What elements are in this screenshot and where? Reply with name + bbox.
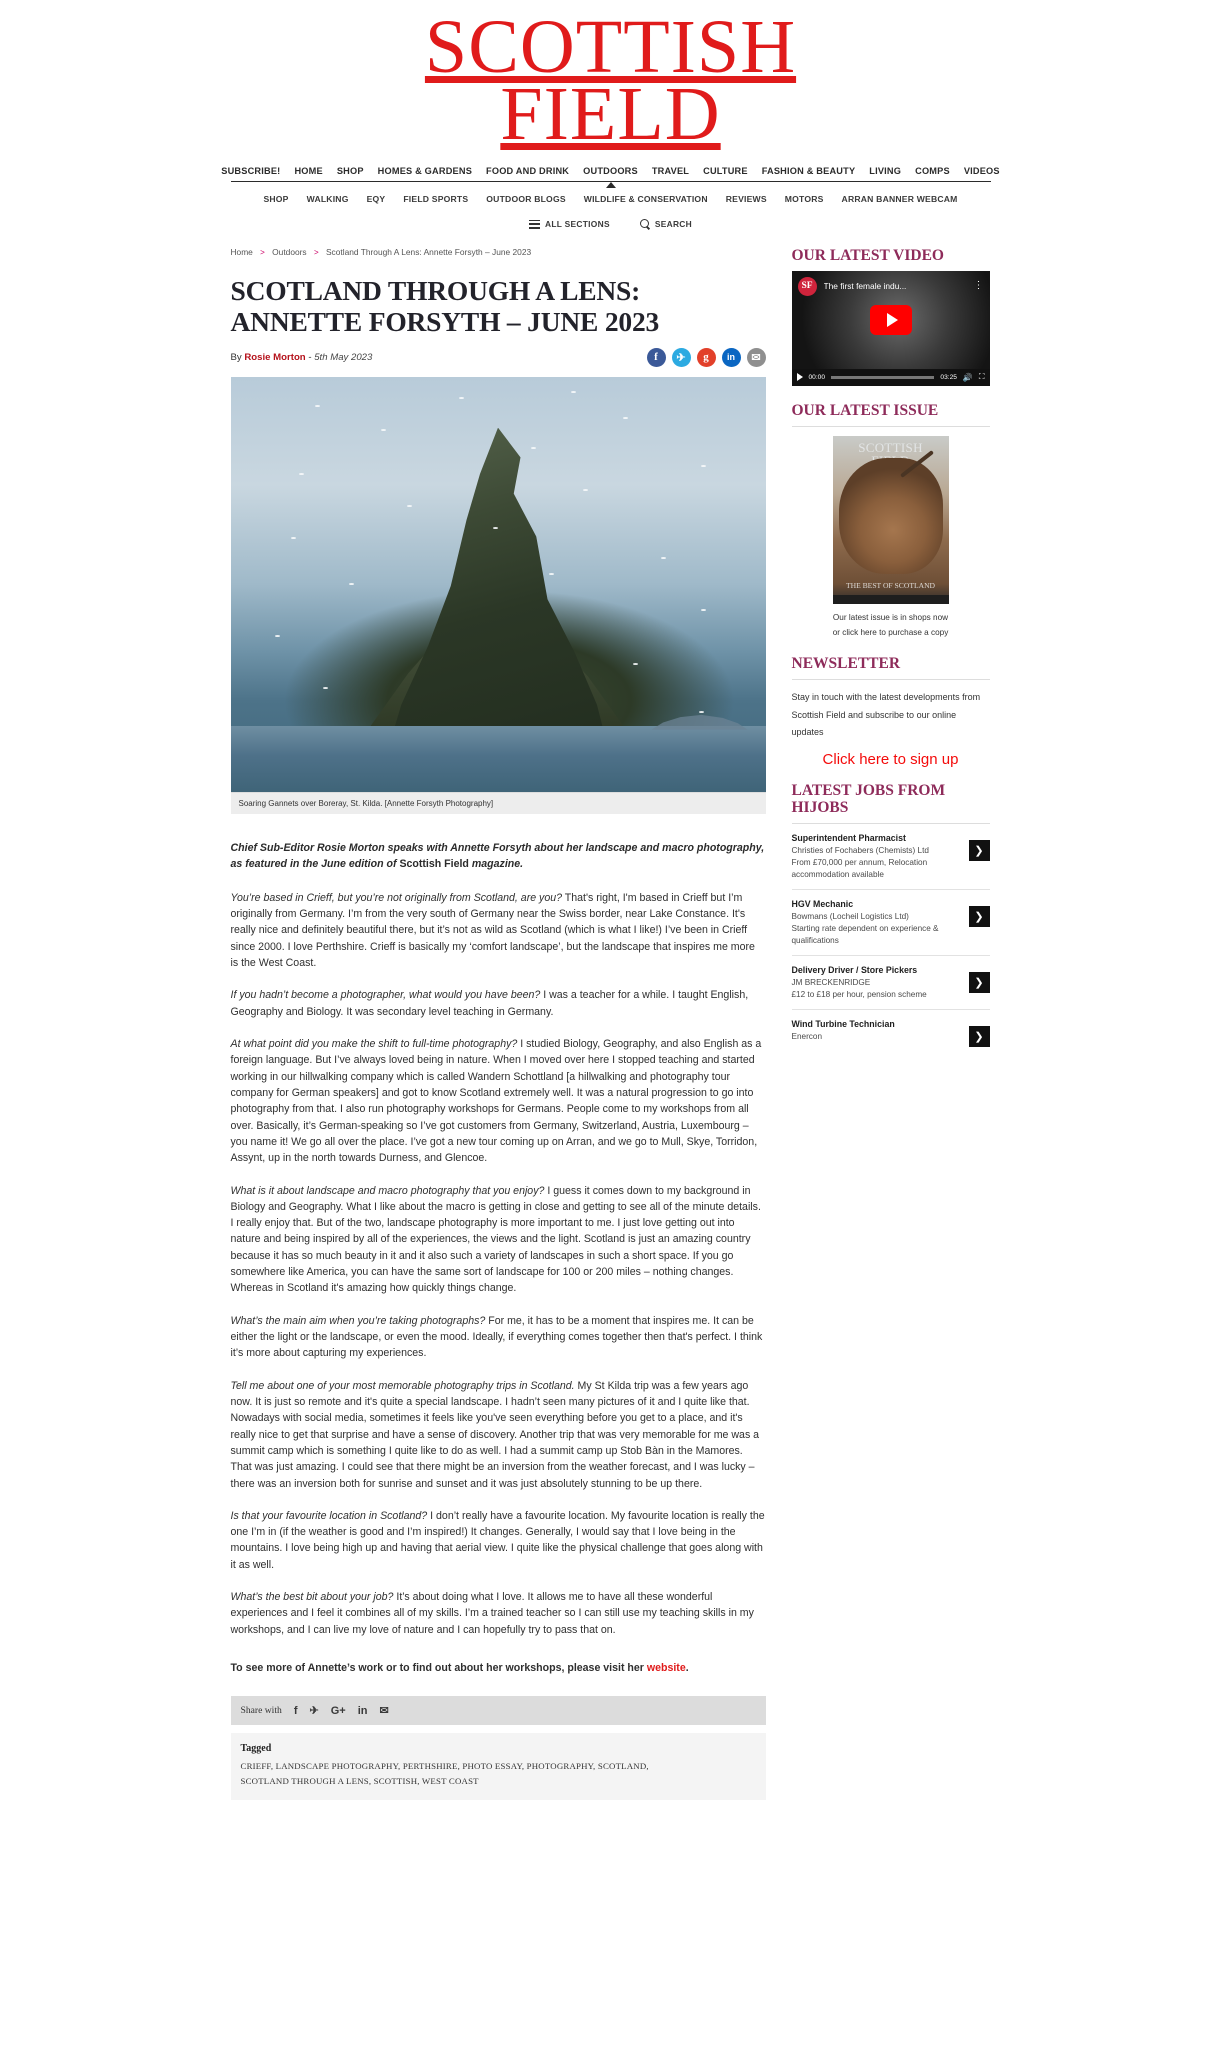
facebook-share-icon[interactable]: f <box>647 348 666 367</box>
latest-issue-cover[interactable] <box>833 436 949 604</box>
channel-avatar[interactable]: SF <box>798 277 817 296</box>
interview-question: Tell me about one of your most memorable photography trips in Scotland. <box>230 1379 575 1392</box>
sidebar <box>792 247 990 1057</box>
annette-website-link[interactable]: website <box>646 1662 686 1675</box>
byline-author[interactable]: Rosie Morton <box>244 351 306 363</box>
job-text <box>792 1019 961 1043</box>
hero-caption: Soaring Gannets over Boreray, St. Kilda. [Annette Forsyth Photography] <box>231 792 766 814</box>
content-area <box>231 247 991 1801</box>
job-arrow-icon[interactable]: ❯ <box>969 1026 990 1047</box>
secondary-nav <box>231 194 991 204</box>
facebook-icon[interactable]: f <box>293 1704 298 1717</box>
tag-list-line-1[interactable]: CRIEFF, LANDSCAPE PHOTOGRAPHY, PERTHSHIRE, PHOTO ESSAY, PHOTOGRAPHY, SCOTLAND, <box>240 1761 649 1772</box>
video-progress-scrubber[interactable] <box>831 376 934 379</box>
twitter-icon[interactable]: ✈ <box>309 1705 319 1718</box>
subnav-item-walking[interactable]: WALKING <box>306 193 349 204</box>
article-paragraph <box>231 890 766 972</box>
breadcrumb-home[interactable]: Home <box>230 246 253 257</box>
latest-issue-caption-1: Our latest issue is in shops now <box>832 613 949 623</box>
subnav-item-field-sports[interactable]: FIELD SPORTS <box>403 193 469 204</box>
site-masthead <box>0 0 1221 156</box>
breadcrumb-separator-2: > <box>313 247 319 257</box>
article-share-icons <box>647 348 766 367</box>
nav-item-videos[interactable]: VIDEOS <box>963 165 1000 176</box>
subnav-item-reviews[interactable]: REVIEWS <box>725 193 767 204</box>
subnav-item-outdoor-blogs[interactable]: OUTDOOR BLOGS <box>486 193 566 204</box>
subnav-item-shop[interactable]: SHOP <box>263 193 289 204</box>
newsletter-heading: NEWSLETTER <box>791 654 901 672</box>
nav-item-living[interactable]: LIVING <box>869 165 902 176</box>
interview-question: At what point did you make the shift to full-time photography? <box>230 1038 518 1051</box>
tagged-heading: Tagged <box>240 1743 272 1755</box>
latest-video-heading: OUR LATEST VIDEO <box>791 246 944 264</box>
latest-issue-heading: OUR LATEST ISSUE <box>791 401 939 419</box>
article-paragraph <box>231 1036 766 1167</box>
job-company: JM BRECKENRIDGE <box>791 978 871 988</box>
job-company: Bowmans (Locheil Logistics Ltd) <box>791 912 909 922</box>
job-company: Enercon <box>791 1032 822 1042</box>
job-company: Christies of Fochabers (Chemists) Ltd <box>791 846 929 856</box>
job-text <box>792 899 961 946</box>
byline-date: 5th May 2023 <box>314 351 373 363</box>
subnav-item-motors[interactable]: MOTORS <box>784 193 824 204</box>
fullscreen-icon[interactable]: ⛶ <box>978 372 985 382</box>
latest-issue-caption-2[interactable]: or click here to purchase a copy <box>832 628 949 638</box>
article-paragraph <box>231 1589 766 1638</box>
active-section-caret-icon <box>606 182 616 188</box>
breadcrumb-separator-1: > <box>260 247 265 257</box>
nav-item-food-and-drink[interactable]: FOOD AND DRINK <box>486 165 570 176</box>
article-paragraph <box>231 987 766 1020</box>
interview-question: Is that your favourite location in Scotland? <box>230 1509 428 1522</box>
search-button[interactable] <box>640 219 692 229</box>
latest-issue-divider <box>792 426 990 427</box>
email-icon[interactable]: ✉ <box>379 1705 389 1718</box>
newsletter-divider <box>792 679 990 680</box>
tag-list-line-2[interactable]: SCOTLAND THROUGH A LENS, SCOTTISH, WEST COAST <box>240 1775 479 1786</box>
video-overlay-top <box>798 277 984 296</box>
job-arrow-icon[interactable]: ❯ <box>969 906 990 927</box>
job-title: Superintendent Pharmacist <box>791 833 906 844</box>
utility-nav <box>231 218 991 231</box>
nav-item-fashion-beauty[interactable]: FASHION & BEAUTY <box>761 165 856 176</box>
hero-image <box>231 377 766 792</box>
article-closing-note <box>231 1660 766 1676</box>
hero-distant-island-shape <box>652 714 748 730</box>
video-current-time: 00:00 <box>808 373 826 381</box>
nav-item-subscribe[interactable]: SUBSCRIBE! <box>221 165 281 176</box>
nav-item-homes-gardens[interactable]: HOMES & GARDENS <box>377 165 473 176</box>
breadcrumb-outdoors[interactable]: Outdoors <box>272 246 307 257</box>
nav-item-outdoors[interactable]: OUTDOORS <box>583 165 638 176</box>
interview-answer: I guess it comes down to my background in Biology and Geography. What I like about the macro is getting in close and getting to see all of the minute details. I really enjoy that. But of the two, landscape photography is more important to me. I just love getting out into nature and being inspired by all of the experiences, the views and the light. Scotland is just an amazing country because it has so much beauty in it and it also such a variety of landscapes in such a short space. If you go somewhere like America, you can have the same sort of landscape for 100 or 200 miles – nothing changes. Whereas in Scotland it's amazing how quickly things change. <box>230 1184 761 1295</box>
job-text <box>792 833 961 880</box>
article-paragraph <box>231 1378 766 1492</box>
job-text <box>792 965 961 1000</box>
site-logo[interactable] <box>0 5 1221 156</box>
job-arrow-icon[interactable]: ❯ <box>969 972 990 993</box>
twitter-share-icon[interactable]: ✈ <box>672 348 691 367</box>
interview-question: What is it about landscape and macro photography that you enjoy? <box>230 1184 545 1197</box>
standfirst-magazine-name: Scottish Field <box>399 857 469 870</box>
job-listing-item[interactable] <box>792 890 990 956</box>
hero-sea-shape <box>231 726 766 792</box>
interview-answer: I don’t really have a favourite location. My favourite location is really the one I’m in (if the weather is good and I’m inspired!) It changes. Generally, I would say that I love being in the mountains. I love being high up and having that aerial view. I quite like the physical challenge that goes along with it as well. <box>230 1509 765 1571</box>
interview-answer: I studied Biology, Geography, and also English as a foreign language. But I’ve always loved being in nature. When I moved over here I stopped teaching and started working in our hillwalking company which is called Wandern Schottland [a hillwalking and photography tour company for German speakers] and got to know Scotland extremely well. It was a natural progression to go into photography from that. I also run photography workshops for Germans. People come to my workshops from all over. Basically, it’s German-speaking so I’ve got customers from Germany, Switzerland, Austria, Luxembourg – you name it! We go all over the place. I’ve got a new tour coming up on Arran, and we go to Mull, Skye, Torridon, Assynt, up in the north towards Durness, and Glencoe. <box>230 1038 762 1165</box>
article-paragraph <box>231 1313 766 1362</box>
job-arrow-icon[interactable]: ❯ <box>969 840 990 861</box>
byline-prefix: By <box>230 351 242 363</box>
googleplus-icon[interactable]: G+ <box>330 1704 346 1717</box>
youtube-play-button-icon[interactable] <box>870 305 912 335</box>
job-listing-item[interactable] <box>792 956 990 1010</box>
interview-answer: My St Kilda trip was a few years ago now. It is just so remote and it's quite a special landscape. I hadn’t seen many pictures of it and I quite like that. Nowadays with social media, sometimes it feels like you've seen everything before you get to a place, and it's really nice to get that surprise and have a sense of discovery. Another trip that was very memorable for me was a summit camp which is something I quite like to do as well. I had a summit camp up Stob Bàn in the Mamores. That was just amazing. I could see that there might be an inversion from the weather forecast, and I was lucky – there was an inversion both for sunrise and sunset and it was just absolutely stunning to be up there. <box>230 1379 760 1490</box>
interview-answer: For me, it has to be a moment that inspires me. It can be either the light or the landscape, or even the mood. Ideally, if everything comes together then that's perfect. I think it’s more about capturing my experiences. <box>230 1314 763 1360</box>
interview-question: If you hadn’t become a photographer, what would you have been? <box>230 989 541 1002</box>
video-title[interactable]: The first female indu... <box>823 281 907 292</box>
page-title: SCOTLAND THROUGH A LENS: ANNETTE FORSYTH – JUNE 2023 <box>230 274 660 337</box>
share-with-bar <box>231 1696 766 1725</box>
closing-text-post: . <box>685 1662 689 1675</box>
byline <box>231 352 373 363</box>
video-thumbnail[interactable] <box>792 271 990 369</box>
nav-item-shop[interactable]: SHOP <box>336 165 364 176</box>
job-detail: From £70,000 per annum, Relocation accommodation available <box>791 857 928 879</box>
cover-strapline: THE BEST OF SCOTLAND <box>845 581 936 591</box>
article-paragraph <box>231 1508 766 1573</box>
subnav-item-wildlife-conservation[interactable]: WILDLIFE & CONSERVATION <box>583 193 708 204</box>
video-duration: 03:25 <box>940 373 957 381</box>
all-sections-button[interactable] <box>529 218 610 231</box>
nav-item-home[interactable]: HOME <box>294 165 323 176</box>
volume-icon[interactable]: 🔊 <box>962 372 973 382</box>
job-detail: Starting rate dependent on experience & qualifications <box>791 923 939 945</box>
newsletter-body: Stay in touch with the latest developments from Scottish Field and subscribe to our online updates <box>791 691 981 738</box>
all-sections-label: ALL SECTIONS <box>544 219 610 230</box>
job-listing-item[interactable] <box>792 824 990 890</box>
interview-answer: It’s about doing what I love. It allows me to have all these wonderful experiences and I feel it combines all of my skills. I’m a trained teacher so I can still use my teaching skills in my workshops, and I can live my love of nature and I can hopefully try to pass that on. <box>230 1591 754 1636</box>
video-control-bar <box>792 369 990 386</box>
cover-masthead-line-1: SCOTTISH <box>858 440 923 456</box>
breadcrumb <box>231 247 766 257</box>
email-share-icon[interactable]: ✉ <box>747 348 766 367</box>
job-title: HGV Mechanic <box>791 899 854 910</box>
cover-photo-shape <box>839 458 943 574</box>
nav-item-travel[interactable]: TRAVEL <box>651 165 690 176</box>
logo-line-1: SCOTTISH <box>424 5 797 89</box>
cover-bottom-bar <box>833 595 949 604</box>
breadcrumb-current: Scotland Through A Lens: Annette Forsyth – June 2023 <box>325 246 532 257</box>
article-paragraph <box>231 1183 766 1297</box>
more-options-icon[interactable]: ⋮ <box>973 280 984 292</box>
standfirst-part-1: Chief Sub-Editor Rosie Morton speaks with Annette Forsyth about her landscape and macro photography, as featured in the June edition of <box>230 841 765 870</box>
navigation <box>221 165 1000 231</box>
primary-nav <box>221 165 1000 182</box>
linkedin-icon[interactable]: in <box>357 1704 368 1717</box>
latest-jobs-heading: LATEST JOBS FROM HIJOBS <box>791 781 946 816</box>
job-title: Wind Turbine Technician <box>791 1019 895 1030</box>
interview-answer: That's right, I'm based in Crieff but I’m originally from Germany. I’m from the very south of Germany near the Swiss border, near Lake Constance. It's really nice and definitely beautiful there, but it’s not as wild as Scotland (which is what I like!) I’ve been in Crieff since 2000. I love Perthshire. Crieff is basically my ‘comfort landscape’, but the landscape that inspires me more is the West Coast. <box>230 891 755 970</box>
closing-text-pre: To see more of Annette’s work or to find out about her workshops, please visit her <box>230 1662 647 1675</box>
newsletter-signup-link[interactable]: Click here to sign up <box>822 750 959 768</box>
linkedin-share-icon[interactable]: in <box>722 348 741 367</box>
byline-row <box>231 348 766 367</box>
job-title: Delivery Driver / Store Pickers <box>791 965 918 976</box>
googleplus-share-icon[interactable]: g <box>697 348 716 367</box>
hamburger-icon <box>529 218 540 231</box>
job-detail: £12 to £18 per hour, pension scheme <box>791 989 927 999</box>
job-listing-item[interactable] <box>792 1010 990 1056</box>
search-label: SEARCH <box>654 219 693 230</box>
subnav-item-eqy[interactable]: EQY <box>366 193 386 204</box>
interview-question: What’s the best bit about your job? <box>230 1591 394 1604</box>
logo-line-2: FIELD <box>500 71 721 156</box>
nav-item-culture[interactable]: CULTURE <box>703 165 748 176</box>
hero-figure <box>231 377 766 814</box>
tagged-section <box>231 1733 766 1800</box>
search-icon <box>640 219 650 229</box>
article-column <box>231 247 766 1801</box>
byline-dash: - <box>308 351 312 363</box>
share-with-label: Share with <box>240 1705 282 1717</box>
interview-answer: I was a teacher for a while. I taught English, Geography and Biology. It was secondary level teaching in Germany. <box>230 989 749 1018</box>
latest-video-player[interactable] <box>792 271 990 386</box>
standfirst-part-2: magazine. <box>468 857 524 870</box>
play-icon[interactable] <box>797 373 803 381</box>
interview-question: You’re based in Crieff, but you’re not originally from Scotland, are you? <box>230 891 563 904</box>
interview-question: What’s the main aim when you’re taking photographs? <box>230 1314 486 1327</box>
subnav-item-arran-banner-webcam[interactable]: ARRAN BANNER WEBCAM <box>841 193 958 204</box>
hero-stack-shape <box>386 428 611 758</box>
article-standfirst <box>231 840 766 872</box>
nav-item-comps[interactable]: COMPS <box>915 165 950 176</box>
